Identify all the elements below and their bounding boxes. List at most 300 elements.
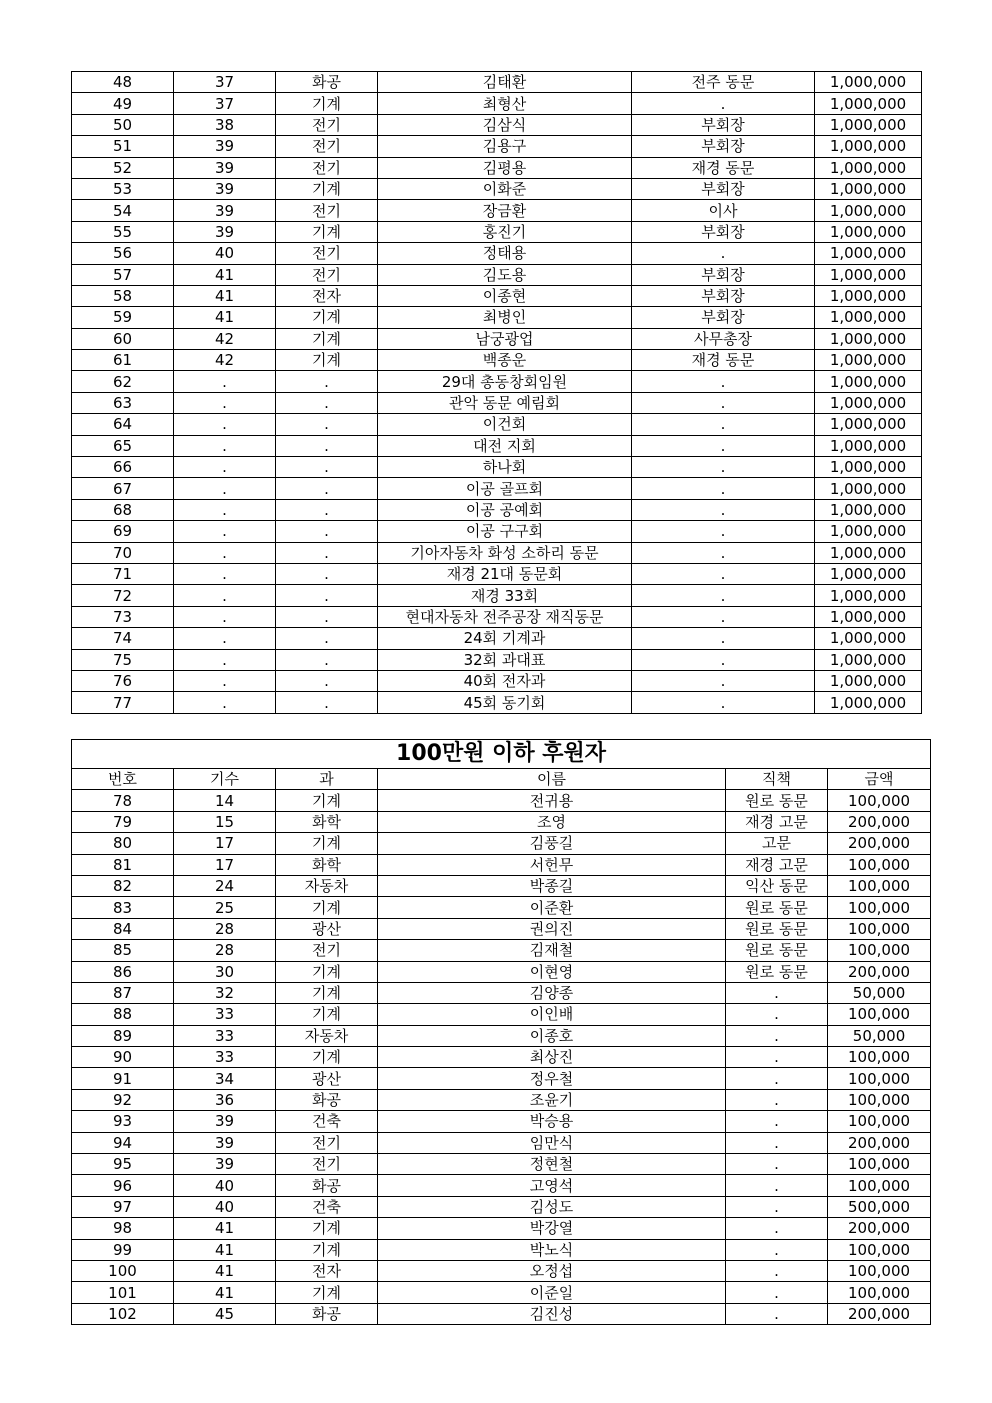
number-cell: 94 (72, 1132, 174, 1153)
position-cell: . (632, 563, 815, 584)
number-cell: 69 (72, 521, 174, 542)
department-cell: . (276, 585, 378, 606)
donor-table-top (71, 71, 922, 714)
department-cell: 기계 (276, 350, 378, 371)
name-cell: 이인배 (378, 1004, 726, 1025)
amount-cell: 1,000,000 (815, 264, 922, 285)
name-cell: 김태환 (378, 72, 632, 93)
name-cell: 이현영 (378, 961, 726, 982)
position-cell: 원로 동문 (726, 918, 828, 939)
class-year-cell: . (174, 628, 276, 649)
position-cell: 사무총장 (632, 328, 815, 349)
class-year-cell: 14 (174, 790, 276, 811)
number-cell: 74 (72, 628, 174, 649)
class-year-cell: 40 (174, 1196, 276, 1217)
number-cell: 64 (72, 414, 174, 435)
position-cell: . (726, 1303, 828, 1324)
position-cell: . (726, 1132, 828, 1153)
name-cell: 임만식 (378, 1132, 726, 1153)
amount-cell: 1,000,000 (815, 93, 922, 114)
position-cell: 부회장 (632, 307, 815, 328)
number-cell: 81 (72, 854, 174, 875)
amount-cell: 1,000,000 (815, 72, 922, 93)
table-row (72, 457, 922, 478)
position-cell: . (726, 1004, 828, 1025)
table-row (72, 811, 931, 832)
amount-cell: 100,000 (828, 1154, 931, 1175)
table-row (72, 521, 922, 542)
class-year-cell: 33 (174, 1047, 276, 1068)
position-cell: . (632, 478, 815, 499)
name-cell: 남궁광업 (378, 328, 632, 349)
position-cell: . (726, 1154, 828, 1175)
number-cell: 49 (72, 93, 174, 114)
department-cell: . (276, 435, 378, 456)
table-row (72, 136, 922, 157)
number-cell: 55 (72, 221, 174, 242)
table-title-row (72, 740, 931, 769)
amount-cell: 1,000,000 (815, 542, 922, 563)
table-row (72, 585, 922, 606)
department-cell: . (276, 457, 378, 478)
department-cell: 기계 (276, 328, 378, 349)
donor-table-top-body (72, 72, 922, 714)
position-cell: . (632, 606, 815, 627)
department-cell: 화공 (276, 1303, 378, 1324)
position-cell: 원로 동문 (726, 897, 828, 918)
number-cell: 102 (72, 1303, 174, 1324)
name-cell: 홍진기 (378, 221, 632, 242)
class-year-cell: 39 (174, 1111, 276, 1132)
class-year-cell: 45 (174, 1303, 276, 1324)
class-year-cell: 39 (174, 178, 276, 199)
name-cell: 29대 총동창회임원 (378, 371, 632, 392)
class-year-cell: . (174, 670, 276, 691)
number-cell: 65 (72, 435, 174, 456)
department-cell: 기계 (276, 790, 378, 811)
name-cell: 박노식 (378, 1239, 726, 1260)
number-cell: 88 (72, 1004, 174, 1025)
number-cell: 77 (72, 692, 174, 713)
donor-table-bottom-body (72, 790, 931, 1325)
department-cell: . (276, 521, 378, 542)
position-cell: . (632, 435, 815, 456)
amount-cell: 200,000 (828, 961, 931, 982)
number-cell: 67 (72, 478, 174, 499)
position-cell: . (726, 1047, 828, 1068)
position-cell: . (632, 649, 815, 670)
department-cell: 화공 (276, 1175, 378, 1196)
amount-cell: 1,000,000 (815, 457, 922, 478)
number-cell: 66 (72, 457, 174, 478)
number-cell: 99 (72, 1239, 174, 1260)
position-cell: . (726, 1218, 828, 1239)
position-cell: 이사 (632, 200, 815, 221)
position-cell: 재경 고문 (726, 854, 828, 875)
position-cell: . (632, 371, 815, 392)
position-cell: . (632, 93, 815, 114)
amount-cell: 1,000,000 (815, 392, 922, 413)
class-year-cell: 28 (174, 940, 276, 961)
name-cell: 대전 지회 (378, 435, 632, 456)
table-row (72, 307, 922, 328)
table-row (72, 157, 922, 178)
table-row (72, 628, 922, 649)
table-row (72, 854, 931, 875)
number-cell: 100 (72, 1260, 174, 1281)
amount-cell: 1,000,000 (815, 200, 922, 221)
department-cell: 건축 (276, 1111, 378, 1132)
number-cell: 97 (72, 1196, 174, 1217)
name-cell: 조윤기 (378, 1089, 726, 1110)
name-cell: 최형산 (378, 93, 632, 114)
name-cell: 서헌무 (378, 854, 726, 875)
table-row (72, 221, 922, 242)
class-year-cell: . (174, 371, 276, 392)
table-row (72, 285, 922, 306)
name-cell: 이화준 (378, 178, 632, 199)
position-cell: . (632, 457, 815, 478)
table-row (72, 1132, 931, 1153)
amount-cell: 1,000,000 (815, 628, 922, 649)
table-row (72, 243, 922, 264)
name-cell: 이준환 (378, 897, 726, 918)
department-cell: 자동차 (276, 1025, 378, 1046)
name-cell: 김성도 (378, 1196, 726, 1217)
number-cell: 95 (72, 1154, 174, 1175)
class-year-cell: 33 (174, 1025, 276, 1046)
class-year-cell: 41 (174, 307, 276, 328)
amount-cell: 1,000,000 (815, 414, 922, 435)
department-cell: 전자 (276, 285, 378, 306)
position-cell: 재경 동문 (632, 157, 815, 178)
table-row (72, 961, 931, 982)
table-row (72, 72, 922, 93)
number-cell: 63 (72, 392, 174, 413)
amount-cell: 100,000 (828, 854, 931, 875)
amount-cell: 1,000,000 (815, 307, 922, 328)
department-cell: 기계 (276, 1047, 378, 1068)
amount-cell: 100,000 (828, 1239, 931, 1260)
number-cell: 87 (72, 982, 174, 1003)
class-year-cell: . (174, 435, 276, 456)
class-year-cell: 42 (174, 328, 276, 349)
table-row (72, 940, 931, 961)
position-cell: . (726, 1175, 828, 1196)
header-number: 번호 (72, 769, 174, 790)
table-row (72, 542, 922, 563)
name-cell: 이공 골프회 (378, 478, 632, 499)
name-cell: 김재철 (378, 940, 726, 961)
amount-cell: 100,000 (828, 790, 931, 811)
number-cell: 90 (72, 1047, 174, 1068)
amount-cell: 1,000,000 (815, 114, 922, 135)
department-cell: . (276, 670, 378, 691)
table-row (72, 897, 931, 918)
name-cell: 재경 21대 동문회 (378, 563, 632, 584)
position-cell: 재경 동문 (632, 350, 815, 371)
amount-cell: 100,000 (828, 1004, 931, 1025)
position-cell: 부회장 (632, 264, 815, 285)
name-cell: 이공 구구회 (378, 521, 632, 542)
position-cell: 원로 동문 (726, 961, 828, 982)
amount-cell: 100,000 (828, 875, 931, 896)
position-cell: . (632, 414, 815, 435)
table-row (72, 1089, 931, 1110)
department-cell: 화학 (276, 811, 378, 832)
amount-cell: 1,000,000 (815, 371, 922, 392)
department-cell: . (276, 499, 378, 520)
name-cell: 고영석 (378, 1175, 726, 1196)
department-cell: 전기 (276, 1132, 378, 1153)
department-cell: 기계 (276, 307, 378, 328)
class-year-cell: 41 (174, 1239, 276, 1260)
position-cell: . (632, 521, 815, 542)
number-cell: 51 (72, 136, 174, 157)
position-cell: . (726, 1282, 828, 1303)
class-year-cell: . (174, 649, 276, 670)
class-year-cell: 41 (174, 264, 276, 285)
name-cell: 최병인 (378, 307, 632, 328)
department-cell: 전기 (276, 1154, 378, 1175)
position-cell: 재경 고문 (726, 811, 828, 832)
name-cell: 기아자동차 화성 소하리 동문 (378, 542, 632, 563)
number-cell: 83 (72, 897, 174, 918)
department-cell: 전기 (276, 243, 378, 264)
table-row (72, 1047, 931, 1068)
amount-cell: 1,000,000 (815, 521, 922, 542)
name-cell: 권의진 (378, 918, 726, 939)
department-cell: . (276, 563, 378, 584)
name-cell: 이준일 (378, 1282, 726, 1303)
amount-cell: 1,000,000 (815, 606, 922, 627)
name-cell: 장금환 (378, 200, 632, 221)
amount-cell: 100,000 (828, 1282, 931, 1303)
amount-cell: 200,000 (828, 1303, 931, 1324)
name-cell: 이종호 (378, 1025, 726, 1046)
number-cell: 85 (72, 940, 174, 961)
table-row (72, 1196, 931, 1217)
name-cell: 김양종 (378, 982, 726, 1003)
amount-cell: 100,000 (828, 897, 931, 918)
number-cell: 75 (72, 649, 174, 670)
class-year-cell: 42 (174, 350, 276, 371)
name-cell: 현대자동차 전주공장 재직동문 (378, 606, 632, 627)
amount-cell: 100,000 (828, 1089, 931, 1110)
department-cell: 기계 (276, 1239, 378, 1260)
class-year-cell: . (174, 585, 276, 606)
name-cell: 박승용 (378, 1111, 726, 1132)
table-row (72, 93, 922, 114)
position-cell: 부회장 (632, 178, 815, 199)
table-row (72, 499, 922, 520)
number-cell: 60 (72, 328, 174, 349)
department-cell: . (276, 478, 378, 499)
position-cell: . (726, 1260, 828, 1281)
department-cell: 전기 (276, 136, 378, 157)
amount-cell: 200,000 (828, 833, 931, 854)
class-year-cell: 25 (174, 897, 276, 918)
number-cell: 53 (72, 178, 174, 199)
class-year-cell: 37 (174, 72, 276, 93)
amount-cell: 100,000 (828, 1111, 931, 1132)
name-cell: 재경 33회 (378, 585, 632, 606)
department-cell: . (276, 628, 378, 649)
number-cell: 54 (72, 200, 174, 221)
department-cell: . (276, 392, 378, 413)
number-cell: 62 (72, 371, 174, 392)
name-cell: 정태용 (378, 243, 632, 264)
name-cell: 최상진 (378, 1047, 726, 1068)
header-position: 직책 (726, 769, 828, 790)
class-year-cell: 28 (174, 918, 276, 939)
class-year-cell: . (174, 499, 276, 520)
class-year-cell: . (174, 414, 276, 435)
position-cell: . (632, 499, 815, 520)
number-cell: 89 (72, 1025, 174, 1046)
name-cell: 김진성 (378, 1303, 726, 1324)
number-cell: 86 (72, 961, 174, 982)
class-year-cell: 39 (174, 136, 276, 157)
position-cell: . (632, 585, 815, 606)
table-row (72, 392, 922, 413)
amount-cell: 100,000 (828, 1068, 931, 1089)
position-cell: . (726, 1239, 828, 1260)
department-cell: 기계 (276, 93, 378, 114)
department-cell: 전자 (276, 1260, 378, 1281)
position-cell: . (632, 392, 815, 413)
name-cell: 김용구 (378, 136, 632, 157)
amount-cell: 1,000,000 (815, 328, 922, 349)
table-row (72, 982, 931, 1003)
table-row (72, 1068, 931, 1089)
header-department: 과 (276, 769, 378, 790)
table-row (72, 1260, 931, 1281)
position-cell: . (632, 670, 815, 691)
table-header-row (72, 769, 931, 790)
class-year-cell: 17 (174, 833, 276, 854)
number-cell: 79 (72, 811, 174, 832)
class-year-cell: . (174, 563, 276, 584)
number-cell: 92 (72, 1089, 174, 1110)
amount-cell: 100,000 (828, 1175, 931, 1196)
amount-cell: 1,000,000 (815, 221, 922, 242)
donor-table-under-1m (71, 739, 931, 1325)
class-year-cell: 34 (174, 1068, 276, 1089)
position-cell: 부회장 (632, 114, 815, 135)
number-cell: 91 (72, 1068, 174, 1089)
name-cell: 전귀용 (378, 790, 726, 811)
name-cell: 박강열 (378, 1218, 726, 1239)
number-cell: 58 (72, 285, 174, 306)
name-cell: 이종현 (378, 285, 632, 306)
amount-cell: 1,000,000 (815, 178, 922, 199)
class-year-cell: . (174, 692, 276, 713)
amount-cell: 100,000 (828, 918, 931, 939)
department-cell: 전기 (276, 264, 378, 285)
amount-cell: 1,000,000 (815, 435, 922, 456)
table-row (72, 1303, 931, 1324)
table-row (72, 649, 922, 670)
amount-cell: 1,000,000 (815, 585, 922, 606)
position-cell: . (726, 982, 828, 1003)
name-cell: 45회 동기회 (378, 692, 632, 713)
name-cell: 김평용 (378, 157, 632, 178)
table-row (72, 1175, 931, 1196)
number-cell: 68 (72, 499, 174, 520)
number-cell: 96 (72, 1175, 174, 1196)
amount-cell: 100,000 (828, 940, 931, 961)
class-year-cell: 17 (174, 854, 276, 875)
department-cell: 화공 (276, 1089, 378, 1110)
class-year-cell: 38 (174, 114, 276, 135)
amount-cell: 1,000,000 (815, 670, 922, 691)
number-cell: 73 (72, 606, 174, 627)
name-cell: 김삼식 (378, 114, 632, 135)
class-year-cell: 41 (174, 1282, 276, 1303)
position-cell: 부회장 (632, 285, 815, 306)
amount-cell: 500,000 (828, 1196, 931, 1217)
number-cell: 82 (72, 875, 174, 896)
class-year-cell: 15 (174, 811, 276, 832)
amount-cell: 100,000 (828, 1260, 931, 1281)
department-cell: 기계 (276, 1282, 378, 1303)
department-cell: . (276, 542, 378, 563)
department-cell: 전기 (276, 200, 378, 221)
table-row (72, 414, 922, 435)
class-year-cell: 24 (174, 875, 276, 896)
class-year-cell: 41 (174, 1218, 276, 1239)
department-cell: 전기 (276, 157, 378, 178)
table-row (72, 1239, 931, 1260)
name-cell: 이건회 (378, 414, 632, 435)
table-row (72, 114, 922, 135)
amount-cell: 200,000 (828, 811, 931, 832)
number-cell: 71 (72, 563, 174, 584)
class-year-cell: . (174, 478, 276, 499)
table-row (72, 692, 922, 713)
table-row (72, 670, 922, 691)
department-cell: 전기 (276, 940, 378, 961)
class-year-cell: 40 (174, 1175, 276, 1196)
class-year-cell: . (174, 542, 276, 563)
number-cell: 78 (72, 790, 174, 811)
department-cell: 기계 (276, 961, 378, 982)
number-cell: 70 (72, 542, 174, 563)
table-row (72, 178, 922, 199)
department-cell: . (276, 606, 378, 627)
class-year-cell: 37 (174, 93, 276, 114)
table-row (72, 875, 931, 896)
department-cell: 기계 (276, 897, 378, 918)
amount-cell: 1,000,000 (815, 499, 922, 520)
position-cell: . (726, 1196, 828, 1217)
position-cell: 원로 동문 (726, 940, 828, 961)
department-cell: 기계 (276, 1218, 378, 1239)
class-year-cell: 32 (174, 982, 276, 1003)
amount-cell: 100,000 (828, 1047, 931, 1068)
position-cell: . (726, 1068, 828, 1089)
number-cell: 61 (72, 350, 174, 371)
class-year-cell: 30 (174, 961, 276, 982)
name-cell: 김도용 (378, 264, 632, 285)
department-cell: 기계 (276, 178, 378, 199)
class-year-cell: . (174, 606, 276, 627)
number-cell: 98 (72, 1218, 174, 1239)
table-row (72, 606, 922, 627)
table-row (72, 350, 922, 371)
number-cell: 93 (72, 1111, 174, 1132)
